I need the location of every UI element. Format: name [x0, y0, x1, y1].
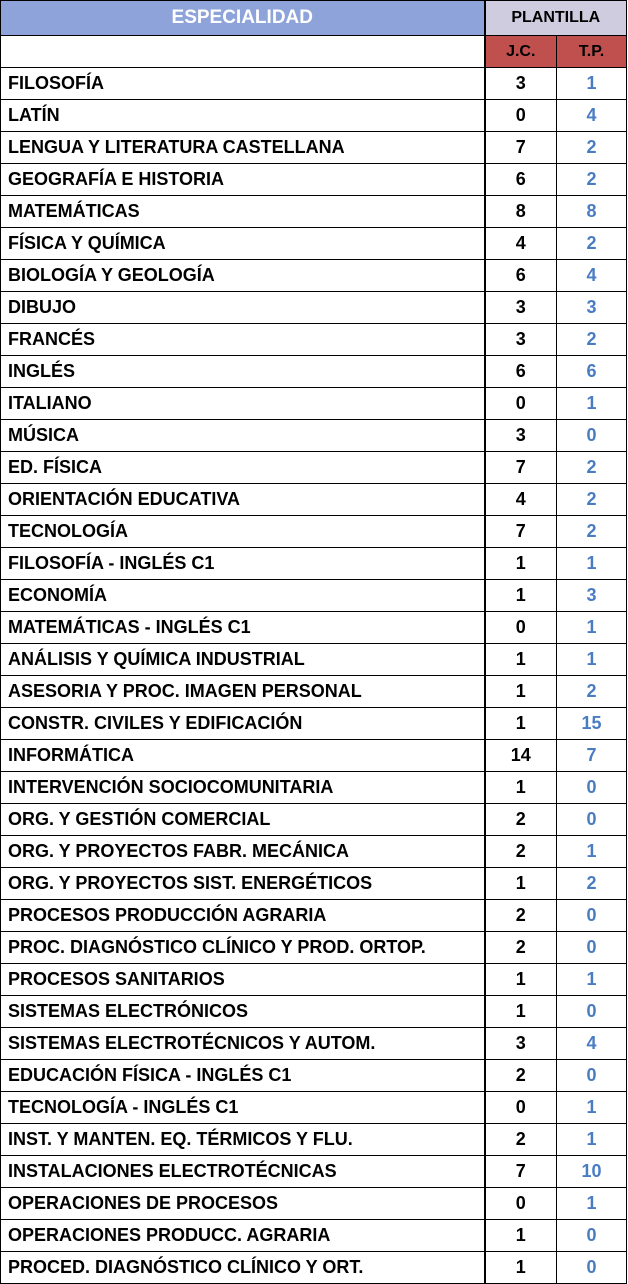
tp-cell: 0: [557, 804, 627, 836]
table-row: [1, 676, 627, 708]
tp-cell: 2: [557, 132, 627, 164]
especialidad-cell: DIBUJO: [1, 292, 485, 324]
jc-cell: 2: [485, 1060, 557, 1092]
table-row: [1, 804, 627, 836]
tp-cell: 6: [557, 356, 627, 388]
especialidad-cell: PROCED. DIAGNÓSTICO CLÍNICO Y ORT.: [1, 1252, 485, 1284]
tp-cell: 2: [557, 164, 627, 196]
header-jc: J.C.: [485, 36, 557, 68]
header-plantilla: PLANTILLA: [485, 1, 627, 36]
tp-cell: 4: [557, 260, 627, 292]
tp-cell: 15: [557, 708, 627, 740]
especialidad-cell: ORIENTACIÓN EDUCATIVA: [1, 484, 485, 516]
jc-cell: 3: [485, 68, 557, 100]
tp-cell: 1: [557, 1188, 627, 1220]
table-row: [1, 1124, 627, 1156]
table-row: [1, 932, 627, 964]
jc-cell: 0: [485, 1092, 557, 1124]
jc-cell: 7: [485, 452, 557, 484]
tp-cell: 3: [557, 580, 627, 612]
tp-cell: 3: [557, 292, 627, 324]
tp-cell: 2: [557, 324, 627, 356]
especialidad-cell: MATEMÁTICAS - INGLÉS C1: [1, 612, 485, 644]
jc-cell: 2: [485, 836, 557, 868]
especialidad-cell: ORG. Y PROYECTOS SIST. ENERGÉTICOS: [1, 868, 485, 900]
tp-cell: 0: [557, 1060, 627, 1092]
tp-cell: 0: [557, 1252, 627, 1284]
especialidad-cell: SISTEMAS ELECTROTÉCNICOS Y AUTOM.: [1, 1028, 485, 1060]
jc-cell: 14: [485, 740, 557, 772]
tp-cell: 0: [557, 772, 627, 804]
jc-cell: 7: [485, 516, 557, 548]
table-row: [1, 132, 627, 164]
table-row: [1, 996, 627, 1028]
table-row: [1, 516, 627, 548]
especialidad-cell: FÍSICA Y QUÍMICA: [1, 228, 485, 260]
jc-cell: 1: [485, 1252, 557, 1284]
table-row: [1, 708, 627, 740]
jc-cell: 2: [485, 1124, 557, 1156]
especialidad-cell: FILOSOFÍA: [1, 68, 485, 100]
especialidad-cell: ASESORIA Y PROC. IMAGEN PERSONAL: [1, 676, 485, 708]
jc-cell: 6: [485, 164, 557, 196]
table-row: [1, 1028, 627, 1060]
especialidad-cell: FRANCÉS: [1, 324, 485, 356]
table-row: [1, 164, 627, 196]
tp-cell: 2: [557, 516, 627, 548]
especialidad-cell: CONSTR. CIVILES Y EDIFICACIÓN: [1, 708, 485, 740]
especialidad-cell: PROC. DIAGNÓSTICO CLÍNICO Y PROD. ORTOP.: [1, 932, 485, 964]
table-row: [1, 740, 627, 772]
tp-cell: 1: [557, 964, 627, 996]
especialidad-cell: MÚSICA: [1, 420, 485, 452]
tp-cell: 10: [557, 1156, 627, 1188]
table-row: [1, 388, 627, 420]
jc-cell: 1: [485, 644, 557, 676]
tp-cell: 2: [557, 868, 627, 900]
tp-cell: 1: [557, 388, 627, 420]
jc-cell: 3: [485, 420, 557, 452]
table-row: [1, 484, 627, 516]
jc-cell: 7: [485, 132, 557, 164]
jc-cell: 8: [485, 196, 557, 228]
table-row: [1, 1092, 627, 1124]
subheader-blank: [1, 36, 485, 68]
especialidad-cell: INST. Y MANTEN. EQ. TÉRMICOS Y FLU.: [1, 1124, 485, 1156]
table-row: [1, 1252, 627, 1284]
especialidad-cell: GEOGRAFÍA E HISTORIA: [1, 164, 485, 196]
tp-cell: 7: [557, 740, 627, 772]
jc-cell: 2: [485, 932, 557, 964]
especialidad-cell: SISTEMAS ELECTRÓNICOS: [1, 996, 485, 1028]
tp-cell: 1: [557, 612, 627, 644]
jc-cell: 3: [485, 292, 557, 324]
especialidad-cell: TECNOLOGÍA: [1, 516, 485, 548]
jc-cell: 1: [485, 676, 557, 708]
especialidad-cell: ITALIANO: [1, 388, 485, 420]
jc-cell: 1: [485, 964, 557, 996]
jc-cell: 1: [485, 996, 557, 1028]
tp-cell: 1: [557, 1124, 627, 1156]
table-row: [1, 420, 627, 452]
header-row: [1, 1, 627, 36]
jc-cell: 4: [485, 228, 557, 260]
especialidad-cell: ANÁLISIS Y QUÍMICA INDUSTRIAL: [1, 644, 485, 676]
header-tp: T.P.: [557, 36, 627, 68]
tp-cell: 1: [557, 644, 627, 676]
tp-cell: 2: [557, 484, 627, 516]
tp-cell: 1: [557, 68, 627, 100]
jc-cell: 3: [485, 324, 557, 356]
table-row: [1, 1220, 627, 1252]
especialidad-cell: INGLÉS: [1, 356, 485, 388]
especialidad-cell: PROCESOS SANITARIOS: [1, 964, 485, 996]
tp-cell: 4: [557, 100, 627, 132]
especialidad-cell: PROCESOS PRODUCCIÓN AGRARIA: [1, 900, 485, 932]
header-especialidad: ESPECIALIDAD: [1, 1, 485, 36]
tp-cell: 0: [557, 420, 627, 452]
jc-cell: 6: [485, 260, 557, 292]
jc-cell: 0: [485, 388, 557, 420]
table-row: [1, 356, 627, 388]
especialidad-cell: FILOSOFÍA - INGLÉS C1: [1, 548, 485, 580]
jc-cell: 0: [485, 1188, 557, 1220]
jc-cell: 3: [485, 1028, 557, 1060]
tp-cell: 2: [557, 228, 627, 260]
tp-cell: 0: [557, 1220, 627, 1252]
table-row: [1, 260, 627, 292]
table-row: [1, 100, 627, 132]
tp-cell: 2: [557, 452, 627, 484]
jc-cell: 1: [485, 1220, 557, 1252]
table-row: [1, 196, 627, 228]
especialidad-cell: INFORMÁTICA: [1, 740, 485, 772]
table-row: [1, 452, 627, 484]
table-row: [1, 228, 627, 260]
table-row: [1, 324, 627, 356]
tp-cell: 1: [557, 836, 627, 868]
table-row: [1, 868, 627, 900]
tp-cell: 1: [557, 1092, 627, 1124]
especialidad-cell: BIOLOGÍA Y GEOLOGÍA: [1, 260, 485, 292]
jc-cell: 1: [485, 580, 557, 612]
table-row: [1, 548, 627, 580]
table-row: [1, 68, 627, 100]
tp-cell: 0: [557, 996, 627, 1028]
table-row: [1, 612, 627, 644]
table-body: [1, 1, 627, 1284]
especialidad-cell: EDUCACIÓN FÍSICA - INGLÉS C1: [1, 1060, 485, 1092]
especialidad-cell: ED. FÍSICA: [1, 452, 485, 484]
especialidad-cell: INTERVENCIÓN SOCIOCOMUNITARIA: [1, 772, 485, 804]
tp-cell: 4: [557, 1028, 627, 1060]
jc-cell: 1: [485, 772, 557, 804]
jc-cell: 6: [485, 356, 557, 388]
table-row: [1, 1156, 627, 1188]
especialidad-cell: LATÍN: [1, 100, 485, 132]
tp-cell: 2: [557, 676, 627, 708]
especialidad-cell: OPERACIONES DE PROCESOS: [1, 1188, 485, 1220]
jc-cell: 1: [485, 708, 557, 740]
jc-cell: 2: [485, 804, 557, 836]
especialidad-cell: MATEMÁTICAS: [1, 196, 485, 228]
jc-cell: 0: [485, 612, 557, 644]
table-row: [1, 1060, 627, 1092]
table-row: [1, 644, 627, 676]
especialidad-cell: TECNOLOGÍA - INGLÉS C1: [1, 1092, 485, 1124]
jc-cell: 4: [485, 484, 557, 516]
table-row: [1, 900, 627, 932]
jc-cell: 2: [485, 900, 557, 932]
especialidad-cell: ORG. Y GESTIÓN COMERCIAL: [1, 804, 485, 836]
jc-cell: 1: [485, 868, 557, 900]
table-row: [1, 964, 627, 996]
table-row: [1, 772, 627, 804]
table-row: [1, 292, 627, 324]
tp-cell: 8: [557, 196, 627, 228]
jc-cell: 0: [485, 100, 557, 132]
table-row: [1, 1188, 627, 1220]
tp-cell: 1: [557, 548, 627, 580]
jc-cell: 1: [485, 548, 557, 580]
table-row: [1, 836, 627, 868]
especialidad-cell: INSTALACIONES ELECTROTÉCNICAS: [1, 1156, 485, 1188]
especialidad-cell: ORG. Y PROYECTOS FABR. MECÁNICA: [1, 836, 485, 868]
especialidad-cell: OPERACIONES PRODUCC. AGRARIA: [1, 1220, 485, 1252]
especialidad-cell: LENGUA Y LITERATURA CASTELLANA: [1, 132, 485, 164]
especialidad-cell: ECONOMÍA: [1, 580, 485, 612]
tp-cell: 0: [557, 900, 627, 932]
jc-cell: 7: [485, 1156, 557, 1188]
table-row: [1, 580, 627, 612]
tp-cell: 0: [557, 932, 627, 964]
subheader-row: [1, 36, 627, 68]
